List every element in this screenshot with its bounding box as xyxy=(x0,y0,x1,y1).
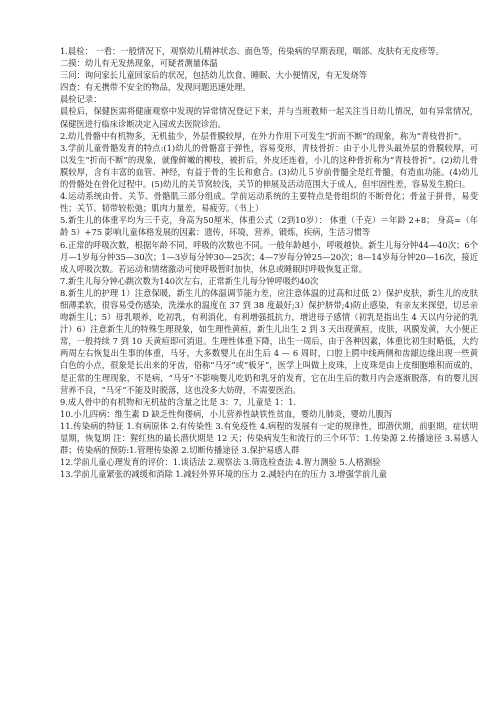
paragraph: 8.新生儿的护理 1）注意保暖，新生儿的体温调节能力差，应注意体温的过高和过低 2）保护皮肤，新生儿的皮肤细薄柔软，很容易受伤感染，洗澡水的温度在 37 到 38 度最好;3）保护脐带;4)防止感染，有亲友来探望，切忌亲吻新生儿；5）母乳喂养，吃初乳，有利消化，有利增强抵抗力，增进母子感情（初乳是指出生 4 天以内分泌的乳汁）6）注意新生儿的特殊生理现象，如生理性黄疸，新生儿出生 2 到 3 天出现黄疸，皮肤，巩膜发黄，大小便正常，一般持续 7 到 10 天黄疸即可消退。生理性体重下降，出生一周后，由于各种因素，体重比初生时略低，大约两周左右恢复出生事的体重，马牙，大多数婴儿在出生后 4 — 6 周时，口腔上腭中线两侧和齿龈边缘出现一些黄白色的小点，很象是长出来的牙齿，俗称“马牙”或“板牙”，医学上叫做上皮珠，上皮珠是由上皮细胞堆积而成的，是正常的生理现象，不是病，“马牙”不影响婴儿吃奶和乳牙的发育，它在出生后的数月内会逐渐脱落，有的婴儿因营养不良，“马牙”不能及时脱落，这也没多大妨碍，不需要医治。 xyxy=(60,287,478,395)
paragraph: 1.晨检： 一看：一般情况下，观察幼儿精神状态、面色等，传染病的早期表现，咽部、皮肤有无皮疹等。 xyxy=(60,46,444,56)
paragraph: 11.传染病的特征 1.有病原体 2.有传染性 3.有免疫性 4.病程的发展有一定的规律性，即潜伏期，前驱期，症状明显期，恢复期 注：猩红热的最长潜伏期是 12 天；传染病发生和流行的三个环节：1.传染源 2.传播途径 3.易感人群；传染病的预防:1.管理传染源 2.切断传播途径 3.保护易感人群 xyxy=(60,420,478,456)
paragraph: 12.学前儿童心理发育的评价：1.谈话法 2.观察法 3.筛选检查法 4.智力测验 5.人格测验 xyxy=(60,457,381,468)
paragraph: 5.新生儿的体重平均为三千克，身高为50厘米，体重公式（2到10岁）： 体重（千克）＝年龄 2+8； 身高=（年龄 5）+75 影响儿童体格发展的因素：遗传，环境，营养，锻炼，疾病，生活习惯等 xyxy=(60,215,478,238)
paragraph: 7.新生儿每分钟心跳次数为140次左右，正常新生儿每分钟呼吸约40次 xyxy=(60,275,319,286)
paragraph: 3.学前儿童骨骼发育的特点:(1)幼儿的骨骼富于弹性，容易变形，青枝骨折：由于小儿骨头最外层的骨膜较厚，可以发生“折而不断”的现象，就像鲜嫩的柳枝，被折后，外皮还连着，小儿的这种骨折称为“青枝骨折”。(2)幼儿骨膜较厚，含有丰富的血管、神经，有益于骨的生长和愈合。(3)幼儿５岁前骨髓全是红骨髓，有造血功能。(4)幼儿的骨骼处在骨化过程中。(5)幼儿的关节窝较浅，关节的伸展及活动范围大于成人，但牢固性差，容易发生脱臼。 xyxy=(60,142,478,190)
paragraph: 4.运动系统由骨、关节、骨骼肌三部分组成。学前运动系统的主要特点是骨组织的不断骨化；骨盆于拼骨，易变性；关节、韧带较松弛；肌肉力量差，易疲劳。（书上） xyxy=(60,191,478,214)
paragraph: 四查：有无携带不安全的物品，发现问题迅速处理。 xyxy=(60,82,251,93)
paragraph: 晨检后，保健医需将健康观察中发现的异常情况登记下来，并与当班教师一起关注当日幼儿情况，如有异常情况，保健医进行临床诊断决定入园或去医院诊治。 xyxy=(60,106,478,129)
paragraph: 10.小儿四病：维生素 D 缺乏性佝偻病，小儿营养性缺铁性贫血，婴幼儿肺炎，婴幼儿腹泻 xyxy=(60,408,393,419)
paragraph: 6.正常的呼吸次数，根据年龄不同，呼吸的次数也不同。一般年龄越小，呼吸越快。新生儿每分钟44—40次；6个月—1岁每分钟35—30次；1—3岁每分钟30—25次；4—7岁每分钟25—20次；8—14岁每分钟20—16次，接近成人呼吸次数。若运动和情绪激动可使呼吸暂时加快，休息或睡眠时呼吸恢复正常。 xyxy=(60,239,478,274)
document-body xyxy=(60,45,478,480)
paragraph: 13.学前儿童紧张的减缓和消除 1.减轻外界环境的压力 2.减轻内在的压力 3.增强学前儿童 xyxy=(60,469,387,480)
paragraph: 2.幼儿骨骼中有机物多，无机盐少，外层骨膜较厚，在外力作用下可发生“折而不断”的现象，称为“青枝骨折”。 xyxy=(60,130,467,141)
paragraph: 晨检记录： xyxy=(60,94,102,105)
paragraph: 三问：询问家长儿童回家后的状况，包括幼儿饮食、睡眠、大小便情况，有无发烧等 xyxy=(60,70,367,81)
paragraph: 二摸：幼儿有无发热现象，可疑者测量体温 xyxy=(60,58,218,69)
paragraph: 9.成人骨中的有机物和无机盐的含量之比是 3：7，儿童是 1：1. xyxy=(60,396,297,407)
